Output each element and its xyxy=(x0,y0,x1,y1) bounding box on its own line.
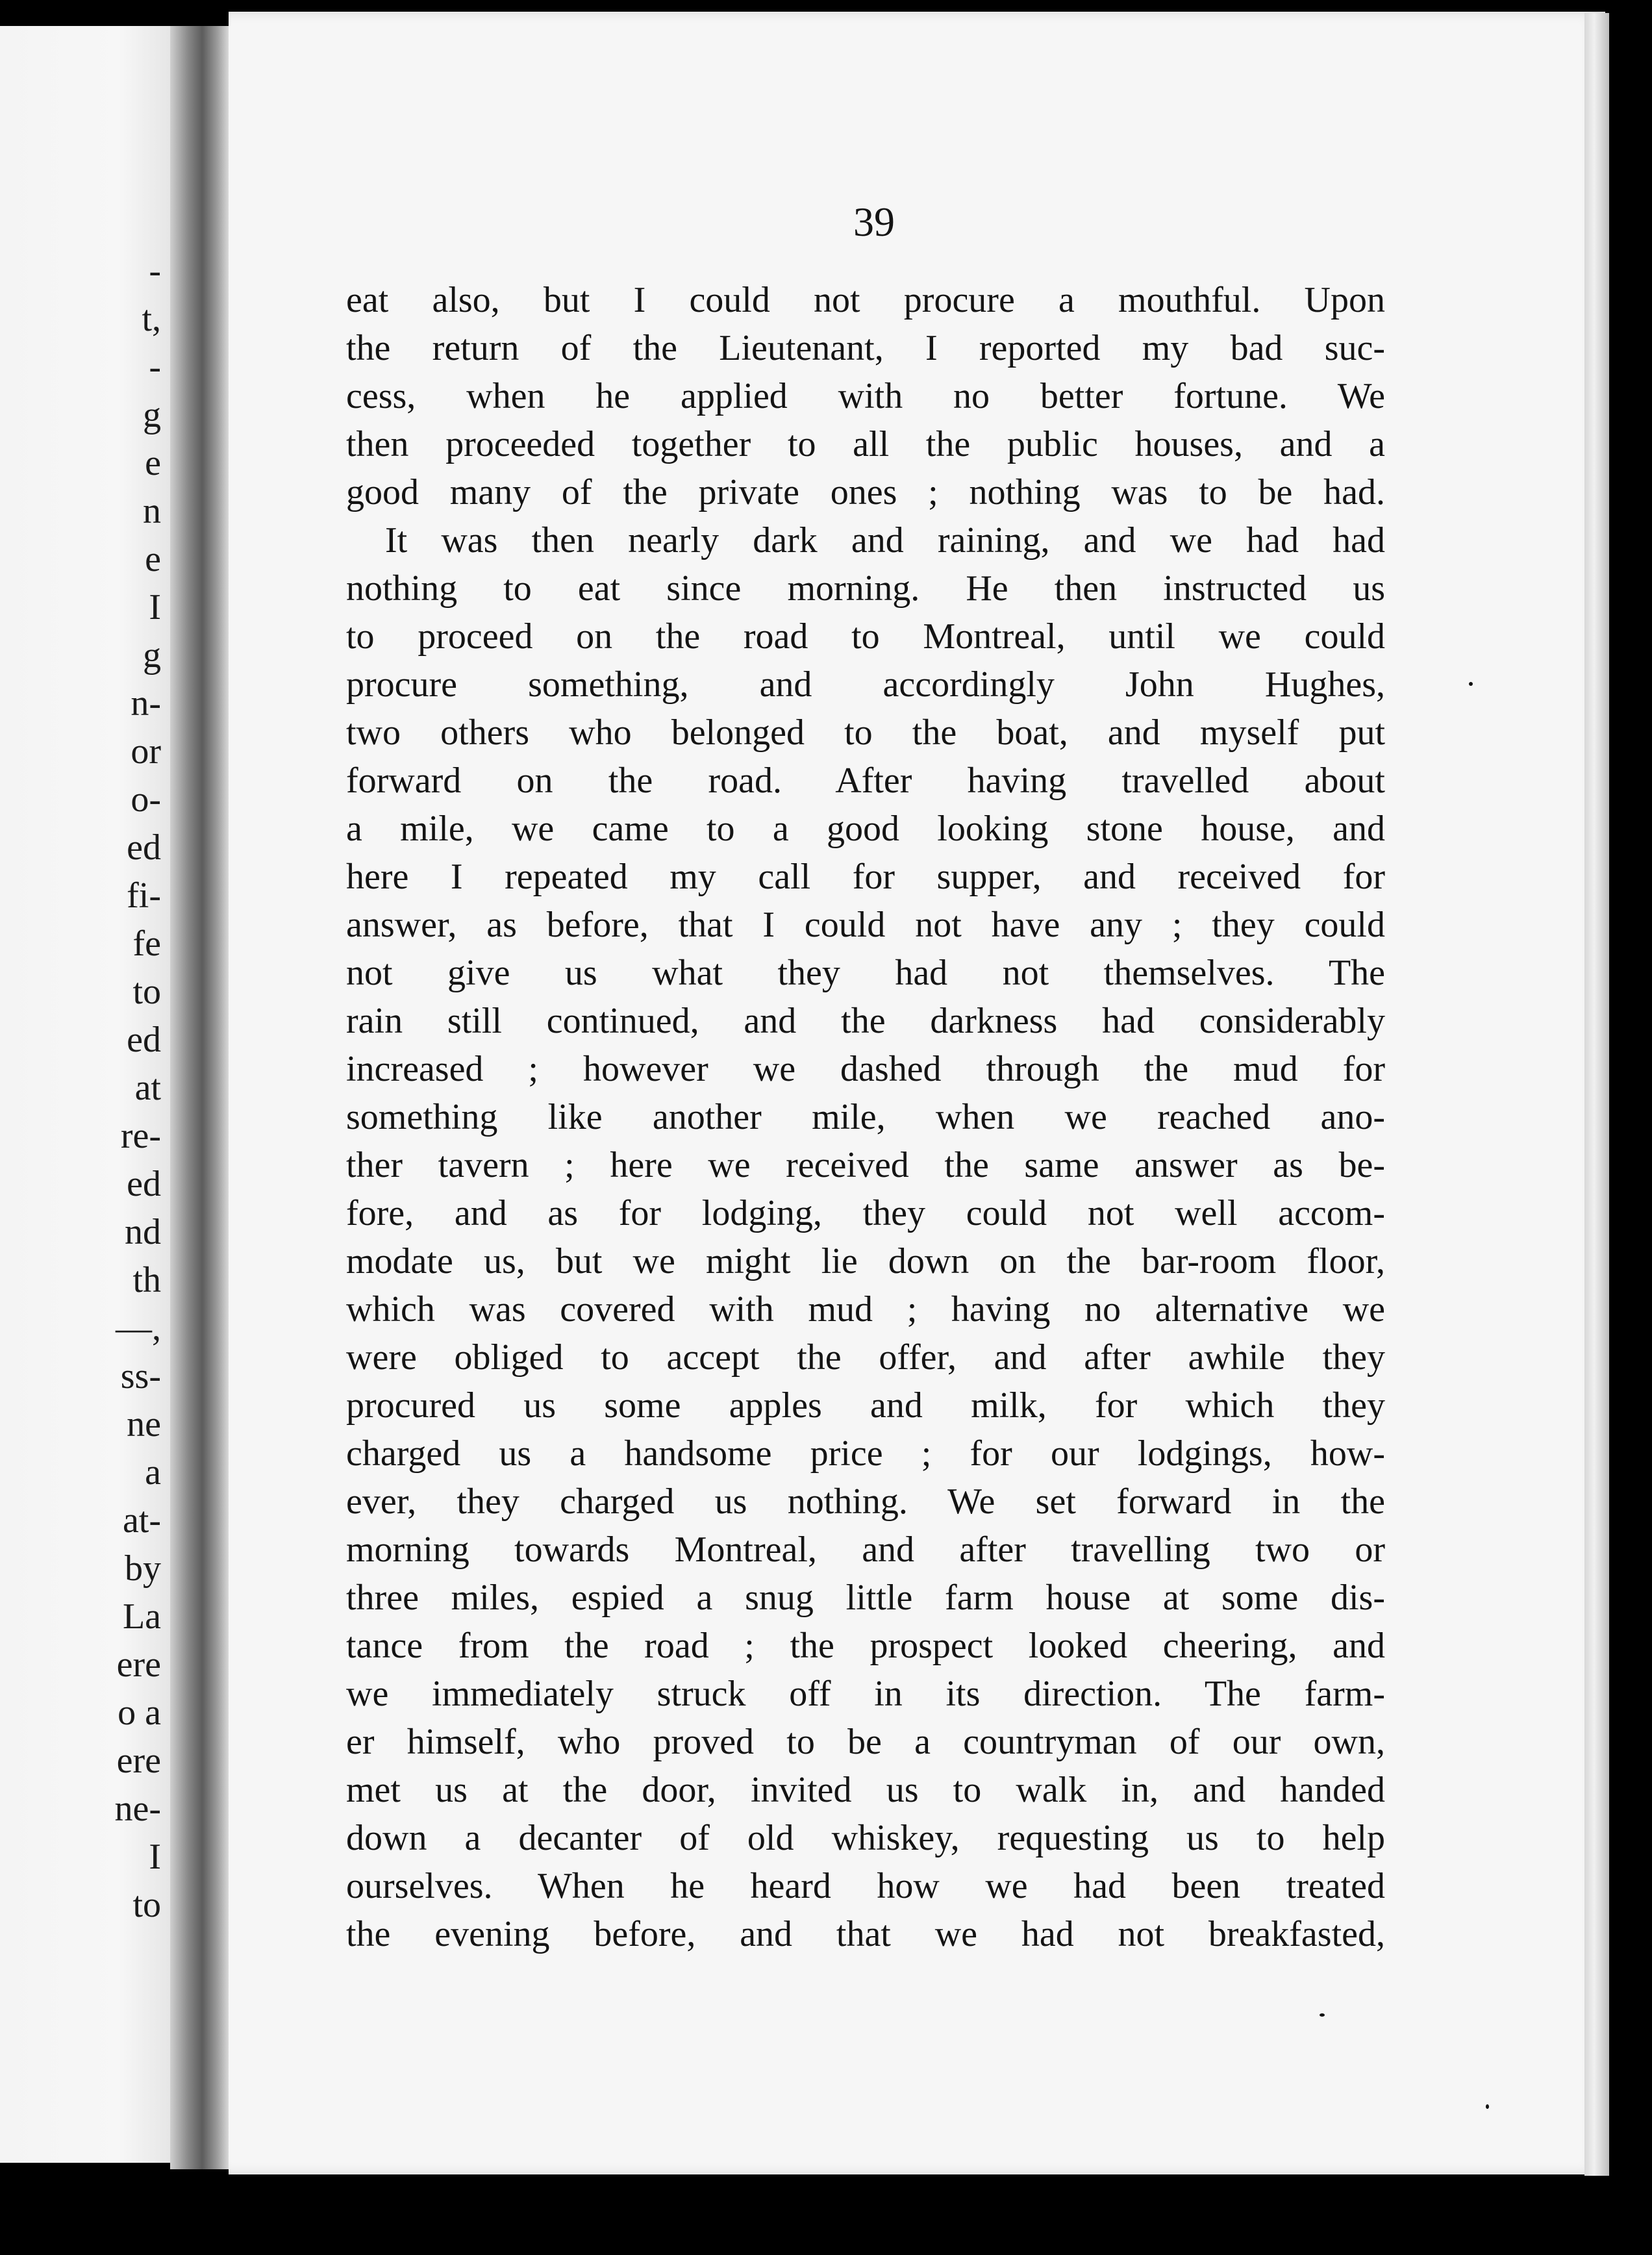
left-page-fragment: th xyxy=(132,1260,161,1300)
text-line: procure something, and accordingly John Hughes, xyxy=(346,664,1385,705)
text-line: answer, as before, that I could not have any ; they could xyxy=(346,905,1385,945)
left-page-fragment: I xyxy=(149,1837,161,1877)
left-page-fragment: at xyxy=(134,1068,161,1108)
left-page-fragment: n- xyxy=(131,683,161,724)
text-line: ever, they charged us nothing. We set forward in the xyxy=(346,1481,1385,1522)
dust-speck xyxy=(1486,2104,1489,2109)
left-page-fragment: nd xyxy=(125,1212,161,1252)
left-page-fragment: g xyxy=(143,635,161,675)
left-page-fragment: ed xyxy=(127,1164,161,1204)
text-line: eat also, but I could not procure a mouthful. Upon xyxy=(346,280,1385,320)
left-page-fragment: a xyxy=(145,1452,161,1493)
left-page-fragment: La xyxy=(122,1596,161,1637)
text-line: the evening before, and that we had not breakfasted, xyxy=(346,1914,1385,1954)
text-line: charged us a handsome price ; for our lodgings, how- xyxy=(346,1433,1385,1474)
left-page-fragment: ere xyxy=(116,1741,161,1781)
book-gutter xyxy=(170,26,229,2169)
text-line: nothing to eat since morning. He then instructed us xyxy=(346,568,1385,609)
left-page-fragment: e xyxy=(145,443,161,483)
page-number: 39 xyxy=(853,199,895,245)
left-page-fragment: ed xyxy=(127,1020,161,1060)
page-edge xyxy=(1584,13,1609,2176)
left-page-fragment: ed xyxy=(127,827,161,868)
left-page-fragment: re- xyxy=(120,1116,161,1156)
text-line: three miles, espied a snug little farm house at some dis- xyxy=(346,1578,1385,1618)
left-page-fragment: e xyxy=(145,539,161,579)
left-page-fragment: - xyxy=(149,347,161,387)
text-line: morning towards Montreal, and after travelling two or xyxy=(346,1530,1385,1570)
body-text xyxy=(346,276,1385,1958)
text-line: the return of the Lieutenant, I reported my bad suc- xyxy=(346,328,1385,368)
dust-speck xyxy=(1320,2013,1325,2017)
left-page-fragment: fe xyxy=(132,924,161,964)
text-line: modate us, but we might lie down on the bar-room floor, xyxy=(346,1241,1385,1281)
text-line: then proceeded together to all the public houses, and a xyxy=(346,424,1385,464)
left-page-fragment: ss- xyxy=(120,1356,161,1396)
previous-page-edge xyxy=(0,26,170,2163)
text-line: ourselves. When he heard how we had been treated xyxy=(346,1866,1385,1906)
text-line: were obliged to accept the offer, and after awhile they xyxy=(346,1337,1385,1378)
left-page-fragment: g xyxy=(143,395,161,435)
dust-speck xyxy=(1469,682,1473,686)
left-page-fragment: ne xyxy=(127,1404,161,1444)
left-page-fragment: o- xyxy=(131,779,161,820)
left-page-fragment: ne- xyxy=(114,1789,161,1829)
left-page-fragment: I xyxy=(149,587,161,627)
text-line: we immediately struck off in its direction. The farm- xyxy=(346,1674,1385,1714)
left-page-fragment: to xyxy=(132,972,161,1012)
text-line: It was then nearly dark and raining, and we had had xyxy=(385,520,1385,561)
text-line: forward on the road. After having travelled about xyxy=(346,761,1385,801)
left-page-fragment: ere xyxy=(116,1644,161,1685)
left-page-fragment: t, xyxy=(142,299,161,339)
text-line: procured us some apples and milk, for which they xyxy=(346,1385,1385,1426)
left-page-fragment: n xyxy=(143,491,161,531)
left-page-fragment: - xyxy=(149,251,161,291)
text-line: increased ; however we dashed through the mud for xyxy=(346,1049,1385,1089)
left-page-fragment: o a xyxy=(118,1693,161,1733)
text-line: two others who belonged to the boat, and myself put xyxy=(346,712,1385,753)
text-line: not give us what they had not themselves. The xyxy=(346,953,1385,993)
left-page-fragment: to xyxy=(132,1885,161,1925)
text-line: tance from the road ; the prospect looked cheering, and xyxy=(346,1626,1385,1666)
text-line: fore, and as for lodging, they could not well accom- xyxy=(346,1193,1385,1233)
text-line: something like another mile, when we reached ano- xyxy=(346,1097,1385,1137)
text-line: down a decanter of old whiskey, requesting us to help xyxy=(346,1818,1385,1858)
left-page-fragment: at- xyxy=(122,1500,161,1541)
text-line: to proceed on the road to Montreal, until we could xyxy=(346,616,1385,657)
left-page-fragment: —, xyxy=(116,1308,161,1348)
text-line: met us at the door, invited us to walk in, and handed xyxy=(346,1770,1385,1810)
left-page-fragment: by xyxy=(125,1548,161,1589)
text-line: ther tavern ; here we received the same answer as be- xyxy=(346,1145,1385,1185)
text-line: rain still continued, and the darkness had considerably xyxy=(346,1001,1385,1041)
text-line: cess, when he applied with no better fortune. We xyxy=(346,376,1385,416)
left-page-fragment: or xyxy=(131,731,161,772)
text-line: a mile, we came to a good looking stone house, and xyxy=(346,809,1385,849)
text-line: which was covered with mud ; having no alternative we xyxy=(346,1289,1385,1329)
text-line: er himself, who proved to be a countryman of our own, xyxy=(346,1722,1385,1762)
left-page-fragment: fi- xyxy=(127,876,161,916)
text-line: here I repeated my call for supper, and received for xyxy=(346,857,1385,897)
text-line: good many of the private ones ; nothing was to be had. xyxy=(346,472,1385,512)
